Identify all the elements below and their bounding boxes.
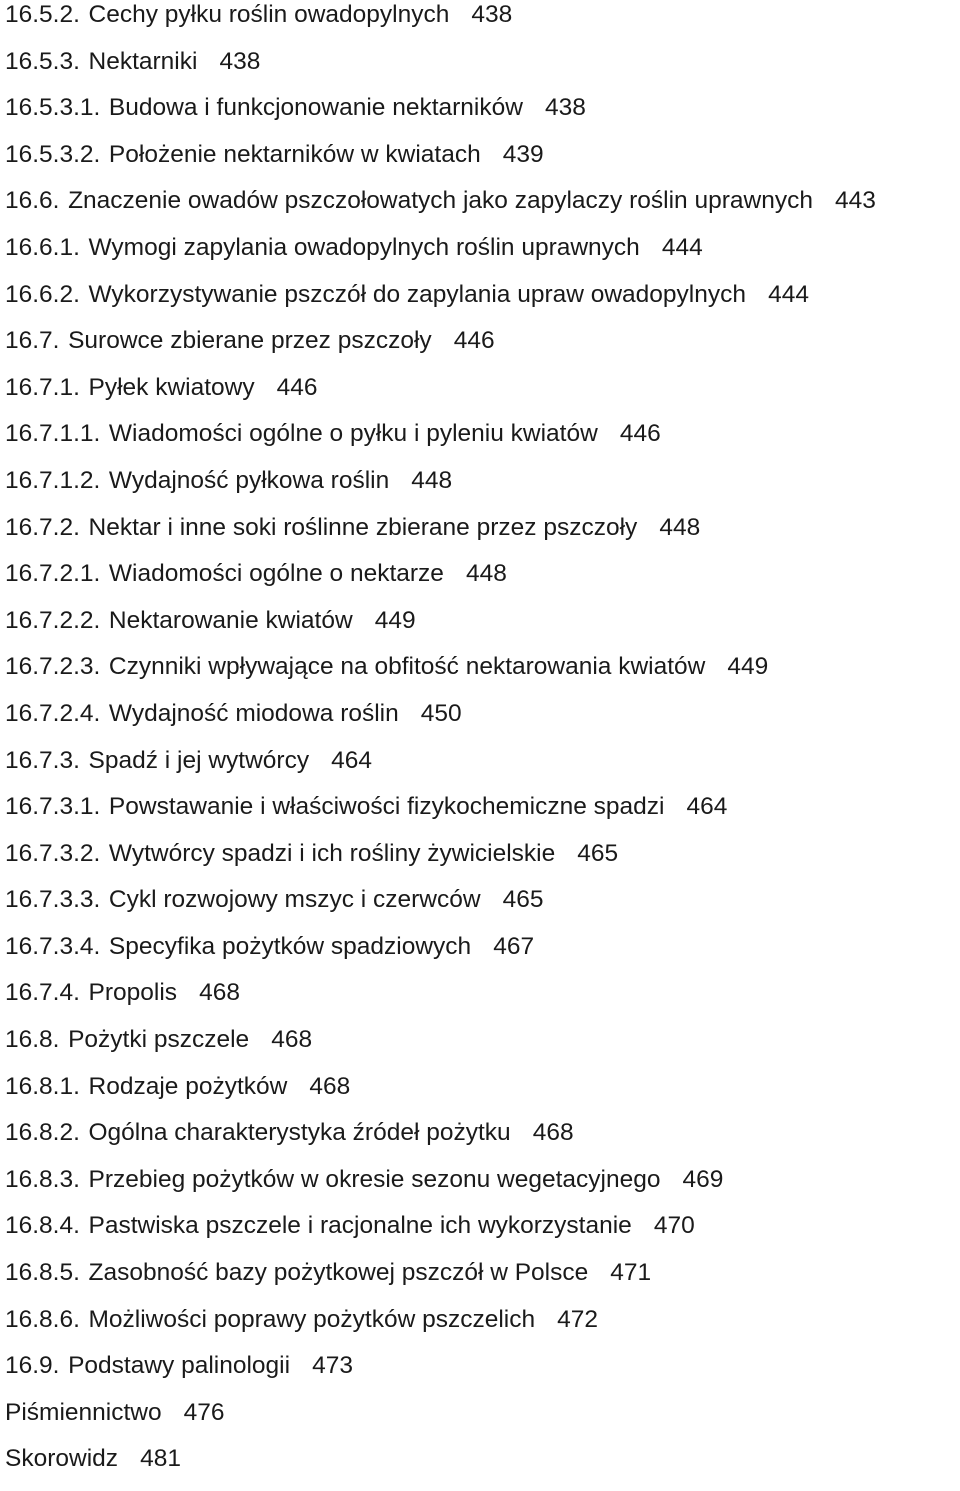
- toc-entry-number: 16.7.2.4.: [5, 699, 101, 727]
- toc-entry-page: 468: [309, 1072, 351, 1100]
- toc-entry-number: 16.5.2.: [5, 1, 80, 28]
- toc-entry-number: 16.7.2.2.: [5, 606, 101, 634]
- toc-entry: [5, 746, 955, 793]
- toc-entry-title: Znaczenie owadów pszczołowatych jako zapylaczy roślin uprawnych: [68, 187, 813, 215]
- toc-entry: [5, 233, 955, 280]
- toc-entry-title: Specyfika pożytków spadziowych: [108, 932, 472, 960]
- toc-entry-page: 468: [271, 1026, 313, 1054]
- toc-entry-title: Wydajność pyłkowa roślin: [108, 466, 390, 494]
- toc-entry: [5, 1165, 955, 1212]
- toc-entry-page: 468: [199, 979, 240, 1007]
- toc-entry-title: Ogólna charakterystyka źródeł pożytku: [88, 1119, 511, 1147]
- toc-entry-page: 469: [682, 1165, 724, 1193]
- table-of-contents: [5, 0, 955, 1491]
- toc-entry: [5, 326, 955, 373]
- toc-entry-page: 439: [502, 140, 544, 168]
- toc-entry-title: Propolis: [88, 979, 178, 1007]
- toc-entry: [5, 1444, 955, 1491]
- toc-entry-title: Wymogi zapylania owadopylnych roślin uprawnych: [88, 233, 640, 261]
- toc-entry-page: 448: [465, 560, 507, 588]
- toc-entry: [5, 186, 955, 233]
- toc-entry-number: 16.8.: [5, 1026, 60, 1054]
- toc-entry: [5, 47, 955, 94]
- toc-entry-page: 446: [276, 373, 318, 401]
- toc-entry-page: 446: [453, 327, 495, 355]
- toc-entry-title: Spadź i jej wytwórcy: [88, 746, 310, 774]
- toc-entry: [5, 466, 955, 513]
- toc-entry-title: Pożytki pszczele: [68, 1026, 250, 1054]
- toc-entry: [5, 699, 955, 746]
- toc-entry-page: 470: [653, 1212, 695, 1240]
- toc-entry-title: Nektar i inne soki roślinne zbierane przez pszczoły: [88, 513, 638, 541]
- toc-entry-number: 16.8.5.: [5, 1259, 80, 1287]
- toc-entry-title: Zasobność bazy pożytkowej pszczół w Polsce: [88, 1259, 589, 1287]
- toc-entry-number: 16.7.1.: [5, 373, 80, 401]
- toc-entry-title: Cechy pyłku roślin owadopylnych: [88, 1, 450, 28]
- toc-entry: [5, 839, 955, 886]
- toc-entry-page: 438: [545, 94, 586, 122]
- toc-entry-number: 16.8.1.: [5, 1072, 80, 1100]
- toc-entry-page: 473: [312, 1352, 353, 1380]
- toc-entry-page: 471: [610, 1259, 652, 1287]
- toc-entry-page: 465: [577, 839, 619, 867]
- toc-entry-number: 16.7.3.4.: [5, 932, 101, 960]
- toc-entry-page: 481: [140, 1445, 181, 1473]
- toc-entry-title: Powstawanie i właściwości fizykochemiczne spadzi: [108, 793, 665, 821]
- toc-entry: [5, 0, 955, 47]
- toc-entry-number: 16.5.3.1.: [5, 94, 101, 122]
- toc-entry-title: Nektarowanie kwiatów: [108, 606, 353, 634]
- toc-entry-number: 16.5.3.: [5, 47, 80, 75]
- toc-entry-number: 16.7.1.2.: [5, 466, 101, 494]
- toc-entry-number: 16.7.2.1.: [5, 560, 101, 588]
- toc-entry-number: 16.7.4.: [5, 979, 80, 1007]
- toc-entry-title: Surowce zbierane przez pszczoły: [68, 327, 432, 355]
- toc-entry-title: Pyłek kwiatowy: [88, 373, 255, 401]
- toc-entry-title: Wykorzystywanie pszczół do zapylania upraw owadopylnych: [88, 280, 747, 308]
- toc-entry-page: 444: [661, 233, 703, 261]
- toc-entry-title: Podstawy palinologii: [68, 1352, 291, 1380]
- toc-entry-title: Nektarniki: [88, 47, 198, 75]
- toc-entry-page: 438: [219, 47, 261, 75]
- toc-entry: [5, 932, 955, 979]
- toc-entry: [5, 513, 955, 560]
- toc-entry-page: 438: [471, 1, 513, 28]
- toc-entry-title: Pastwiska pszczele i racjonalne ich wykorzystanie: [88, 1212, 632, 1240]
- toc-entry-number: 16.8.6.: [5, 1305, 80, 1333]
- toc-entry-number: 16.6.1.: [5, 233, 80, 261]
- toc-entry-page: 467: [493, 932, 535, 960]
- toc-entry: [5, 1305, 955, 1352]
- toc-entry-number: 16.7.: [5, 327, 60, 355]
- toc-entry-page: 444: [768, 280, 809, 308]
- toc-entry-page: 464: [331, 746, 373, 774]
- toc-entry-title: Wiadomości ogólne o nektarze: [108, 560, 444, 588]
- toc-entry-number: 16.6.2.: [5, 280, 80, 308]
- toc-entry-page: 472: [557, 1305, 599, 1333]
- toc-entry-number: 16.7.3.2.: [5, 839, 101, 867]
- toc-entry: [5, 652, 955, 699]
- toc-entry-number: 16.7.2.3.: [5, 653, 101, 681]
- toc-entry-page: 450: [420, 699, 462, 727]
- toc-entry-number: 16.9.: [5, 1352, 60, 1380]
- toc-entry-title: Budowa i funkcjonowanie nektarników: [108, 94, 523, 122]
- toc-entry: [5, 93, 955, 140]
- toc-entry-number: 16.5.3.2.: [5, 140, 101, 168]
- toc-entry-page: 465: [502, 886, 544, 914]
- toc-entry-number: 16.8.4.: [5, 1212, 80, 1240]
- toc-entry-title: Możliwości poprawy pożytków pszczelich: [88, 1305, 536, 1333]
- toc-entry: [5, 419, 955, 466]
- toc-entry: [5, 1025, 955, 1072]
- toc-entry: [5, 1398, 955, 1445]
- toc-entry-page: 476: [183, 1398, 225, 1426]
- toc-entry: [5, 1258, 955, 1305]
- toc-entry-number: 16.6.: [5, 187, 60, 215]
- toc-entry-title: Przebieg pożytków w okresie sezonu wegetacyjnego: [88, 1165, 661, 1193]
- toc-entry-page: 464: [686, 793, 728, 821]
- toc-entry-number: 16.7.1.1.: [5, 420, 101, 448]
- toc-entry-number: 16.7.2.: [5, 513, 80, 541]
- toc-entry: [5, 559, 955, 606]
- toc-entry-title: Czynniki wpływające na obfitość nektarowania kwiatów: [108, 653, 706, 681]
- toc-entry: [5, 373, 955, 420]
- toc-entry: [5, 606, 955, 653]
- toc-entry: [5, 978, 955, 1025]
- toc-entry: [5, 1118, 955, 1165]
- toc-entry-page: 449: [374, 606, 416, 634]
- toc-entry: [5, 280, 955, 327]
- toc-entry-page: 448: [411, 466, 453, 494]
- toc-entry: [5, 140, 955, 187]
- toc-entry-page: 468: [532, 1119, 574, 1147]
- toc-entry-title: Wytwórcy spadzi i ich rośliny żywicielskie: [108, 839, 556, 867]
- toc-entry-page: 443: [835, 187, 876, 215]
- toc-entry: [5, 1072, 955, 1119]
- toc-entry-page: 449: [727, 653, 769, 681]
- toc-entry-number: 16.7.3.: [5, 746, 80, 774]
- toc-entry: [5, 792, 955, 839]
- toc-entry-title: Wiadomości ogólne o pyłku i pyleniu kwiatów: [108, 420, 598, 448]
- toc-entry-title: Rodzaje pożytków: [88, 1072, 288, 1100]
- toc-entry: [5, 885, 955, 932]
- toc-entry-number: Piśmiennictwo: [5, 1398, 162, 1426]
- toc-entry: [5, 1351, 955, 1398]
- toc-entry-page: 446: [619, 420, 661, 448]
- toc-entry: [5, 1211, 955, 1258]
- toc-entry-number: Skorowidz: [5, 1445, 119, 1473]
- toc-entry-number: 16.7.3.1.: [5, 793, 101, 821]
- toc-entry-number: 16.7.3.3.: [5, 886, 101, 914]
- toc-entry-number: 16.8.3.: [5, 1165, 80, 1193]
- toc-entry-title: Wydajność miodowa roślin: [108, 699, 399, 727]
- toc-entry-title: Cykl rozwojowy mszyc i czerwców: [108, 886, 481, 914]
- toc-entry-title: Położenie nektarników w kwiatach: [108, 140, 481, 168]
- toc-entry-number: 16.8.2.: [5, 1119, 80, 1147]
- toc-entry-page: 448: [659, 513, 701, 541]
